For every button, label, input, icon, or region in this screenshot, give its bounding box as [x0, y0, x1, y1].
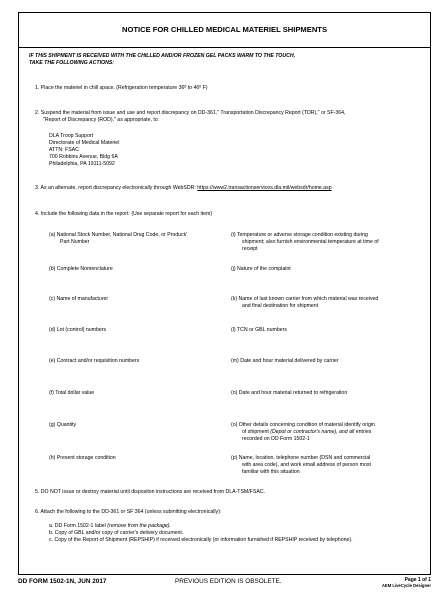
item-o-cont: recorded on DD Form 1502-1: [242, 436, 310, 442]
item-o: (o) Other details concerning condition of material identify origin: [231, 422, 375, 428]
warning-line-1: IF THIS SHIPMENT IS RECEIVED WITH THE CHILLED AND/OR FROZEN GEL PACKS WARM TO THE TOUCH,: [29, 53, 296, 59]
page-number: Page 1 of 1: [404, 577, 431, 583]
address-line: 700 Robbins Avenue, Bldg 6A: [49, 154, 118, 160]
item-f: (f) Total dollar value: [49, 390, 95, 396]
step-5: 5. DO NOT issue or destroy material until dispositon instructions are received from DLA-TSM/FSAC.: [35, 489, 265, 495]
address-line: DLA Troop Support: [49, 133, 94, 139]
item-j: (j) Nature of the complaint: [231, 266, 291, 272]
address-line: Directorate of Medical Materiel: [49, 140, 120, 146]
address-line: Philadelphia, PA 19111-5092: [49, 161, 115, 167]
item-m: (m) Date and hour material delivered by carrier: [231, 358, 339, 364]
item-o-emphasis: (Depot or contractor's name), and all: [270, 429, 355, 435]
item-i: (i) Temperature or adverse storage condition existing during: [231, 232, 368, 238]
item-p-cont: with area code), and work email address of person most: [242, 462, 371, 468]
step-6a-emphasis: (remove from the package).: [107, 523, 171, 529]
item-o-text: entries: [354, 429, 372, 435]
step-4: 4. Include the following data in the report: (Use separate report for each item): [35, 211, 213, 217]
notice-form: [18, 12, 431, 575]
item-a: (a) National Stock Number, National Drug Code, or Product/: [49, 232, 187, 238]
warning-line-2: TAKE THE FOLLOWING ACTIONS:: [29, 60, 115, 66]
item-i-cont: receipt: [242, 246, 258, 252]
step-3-text: 3. As an alternate, report discrepancy electronically through WebSDR:: [35, 185, 198, 191]
item-k-cont: and final destination for shipment: [242, 303, 319, 309]
item-d: (d) Lot (control) numbers: [49, 327, 107, 333]
step-1: 1. Place the materiel in chill space. (Refrigeration temperature 36º to 46º F): [35, 85, 208, 91]
item-g: (g) Quantity: [49, 422, 77, 428]
item-k: (k) Name of last known carrier from which material was received: [231, 296, 379, 302]
item-l: (l) TCN or GBL numbers: [231, 327, 287, 333]
item-o-cont: [242, 429, 371, 436]
item-c: (c) Name of manufacturer: [49, 296, 109, 302]
form-title: NOTICE FOR CHILLED MEDICAL MATERIEL SHIPMENTS: [19, 13, 430, 48]
item-p: (p) Name, location, telephone number (DSN and commercial: [231, 455, 371, 461]
item-o-text: of shipment: [242, 429, 271, 435]
designer-note: AEM LiveCycle Designer: [381, 583, 431, 588]
step-6a-text: a. DD Form 1502-1 label: [49, 523, 108, 529]
item-n: (n) Date and hour material returned to refrigeration: [231, 390, 348, 396]
step-6: 6. Attach the following to the DD-361 or SF 364 (unless submitting electronically):: [35, 509, 222, 515]
step-3: [35, 185, 332, 192]
step-2-line-2: "Report of Discrepancy (ROD)," as appropriate, to:: [43, 117, 160, 123]
item-h: (h) Present storage condition: [49, 455, 116, 461]
item-a-cont: Part Number: [60, 239, 90, 245]
address-line: ATTN: FSAC: [49, 147, 79, 153]
websdr-link[interactable]: https://www2.transactionservices.dla.mil/websdr/home.asp: [197, 185, 332, 191]
edition-note: PREVIOUS EDITION IS OBSOLETE.: [175, 578, 282, 585]
item-b: (b) Complete Nomenclature: [49, 266, 113, 272]
form-number: DD FORM 1502-1N, JUN 2017: [18, 578, 107, 585]
step-6b: b. Copy of GBL and/or copy of carrier's delivery document.: [49, 530, 184, 536]
step-2-line-1: 2. Suspend the material from issue and use and report discrepancy on DD-361," Transportation Discrepancy Report (TDR)," or SF-364,: [35, 110, 346, 116]
step-6c: c. Copy of the Report of Shipment (REPSHIP) if received electronically (or information furnished if REPSHIP received by telephone).: [49, 537, 353, 543]
item-p-cont: familiar with this situation: [242, 469, 300, 475]
item-e: (e) Contract and/or requisition numbers: [49, 358, 140, 364]
item-i-cont: shipment; also furnish environmental temperature at time of: [242, 239, 379, 245]
step-6a: [49, 523, 171, 530]
